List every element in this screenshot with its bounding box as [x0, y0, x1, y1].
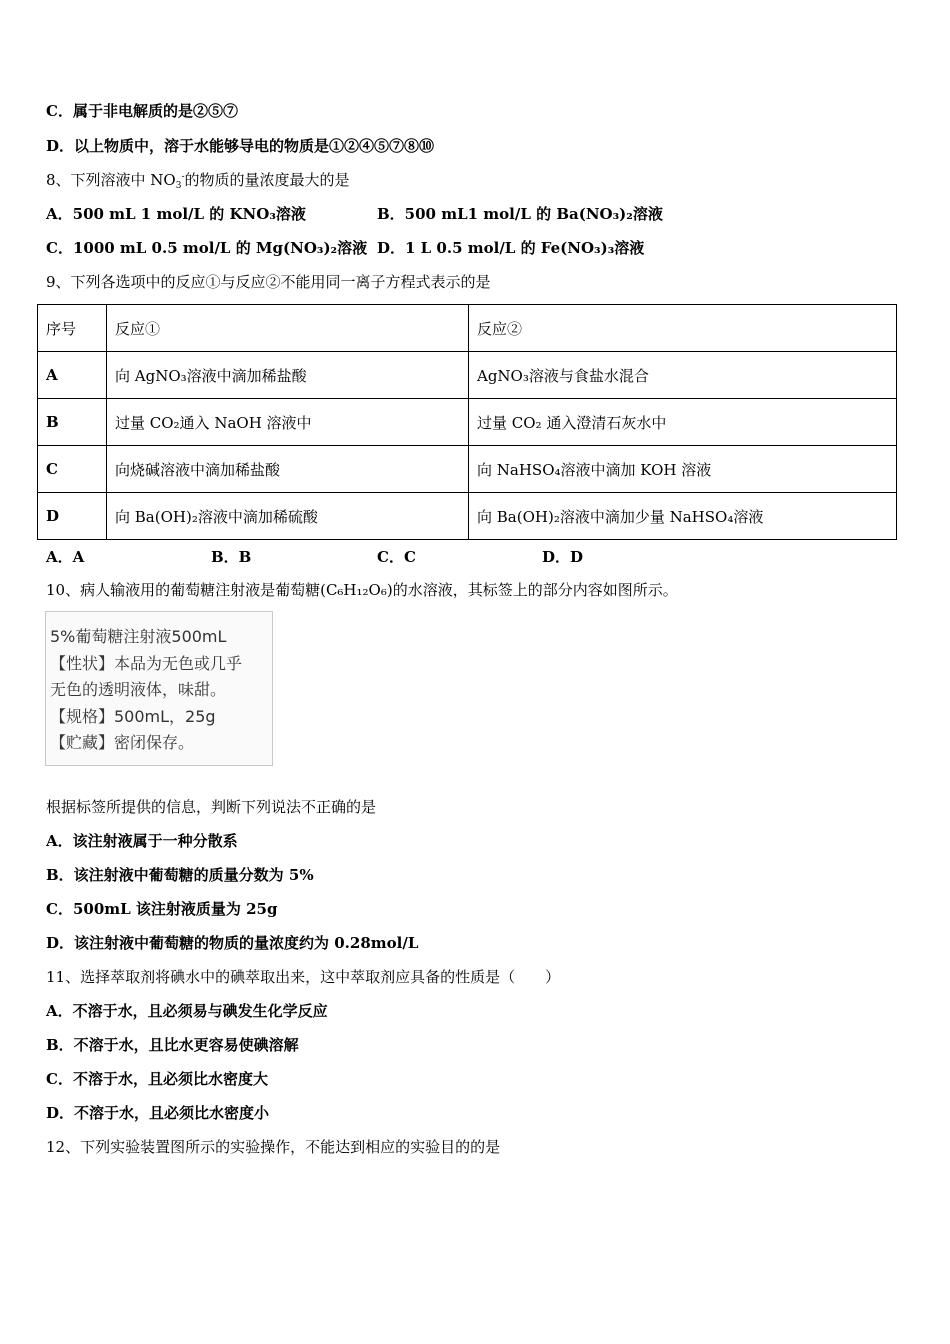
label-line: 【性状】本品为无色或几乎	[50, 653, 243, 673]
label-line: 5%葡萄糖注射液500mL	[50, 627, 227, 646]
q7-option-c: C．属于非电解质的是②⑤⑦	[46, 102, 238, 120]
q11-option-d: D．不溶于水，且必须比水密度小	[46, 1104, 270, 1122]
q8-superscript: -	[181, 172, 185, 182]
reaction2-cell: AgNO₃溶液与食盐水混合	[469, 352, 897, 399]
q9-answer-d: D．D	[542, 548, 584, 566]
q8-option-c: C．1000 mL 0.5 mol/L 的 Mg(NO₃)₂溶液	[46, 239, 368, 257]
q11-option-a: A．不溶于水，且必须易与碘发生化学反应	[46, 1002, 328, 1020]
q10-option-c: C．500mL 该注射液质量为 25g	[46, 900, 278, 918]
q9-answer-a: A．A	[46, 548, 85, 566]
table-header-row	[38, 305, 897, 352]
reaction1-cell: 向 AgNO₃溶液中滴加稀盐酸	[107, 352, 469, 399]
glucose-label-image	[45, 611, 273, 766]
reaction1-cell: 向 Ba(OH)₂溶液中滴加稀硫酸	[107, 493, 469, 540]
reaction2-cell: 过量 CO₂ 通入澄清石灰水中	[469, 399, 897, 446]
reaction2-cell: 向 Ba(OH)₂溶液中滴加少量 NaHSO₄溶液	[469, 493, 897, 540]
q8-option-d: D．1 L 0.5 mol/L 的 Fe(NO₃)₃溶液	[377, 239, 645, 257]
q8-option-b: B．500 mL1 mol/L 的 Ba(NO₃)₂溶液	[377, 205, 663, 223]
q9-table	[37, 304, 897, 540]
reaction1-cell: 过量 CO₂通入 NaOH 溶液中	[107, 399, 469, 446]
q9-answer-c: C．C	[377, 548, 416, 566]
q9-stem: 9、下列各选项中的反应①与反应②不能用同一离子方程式表示的是	[46, 273, 491, 291]
label-line: 无色的透明液体，味甜。	[50, 680, 227, 699]
header-cell-index: 序号	[38, 305, 107, 352]
row-label: B	[38, 399, 107, 446]
q8-stem-tail: 的物质的量浓度最大的是	[184, 171, 350, 189]
reaction2-cell: 向 NaHSO₄溶液中滴加 KOH 溶液	[469, 446, 897, 493]
q10-option-d: D．该注射液中葡萄糖的物质的量浓度约为 0.28mol/L	[46, 934, 419, 952]
table-row	[38, 446, 897, 493]
reaction1-cell: 向烧碱溶液中滴加稀盐酸	[107, 446, 469, 493]
header-cell-reaction2: 反应②	[469, 305, 897, 352]
q10-option-a: A．该注射液属于一种分散系	[46, 832, 238, 850]
q9-answer-b: B．B	[211, 548, 252, 566]
q11-option-b: B．不溶于水，且比水更容易使碘溶解	[46, 1036, 299, 1054]
q11-stem: 11、选择萃取剂将碘水中的碘萃取出来，这中萃取剂应具备的性质是（ ）	[46, 968, 561, 986]
q8-stem	[46, 170, 350, 190]
q12-stem: 12、下列实验装置图所示的实验操作，不能达到相应的实验目的的是	[46, 1138, 501, 1156]
q11-option-c: C．不溶于水，且必须比水密度大	[46, 1070, 268, 1088]
table-row	[38, 352, 897, 399]
q10-stem: 10、病人输液用的葡萄糖注射液是葡萄糖(C₆H₁₂O₆)的水溶液，其标签上的部分内容如图所示。	[46, 581, 678, 599]
q10-option-b: B．该注射液中葡萄糖的质量分数为 5%	[46, 866, 314, 884]
label-line: 【贮藏】密闭保存。	[50, 733, 195, 752]
label-line: 【规格】500mL，25g	[50, 706, 216, 726]
table-row	[38, 399, 897, 446]
q7-option-d: D．以上物质中，溶于水能够导电的物质是①②④⑤⑦⑧⑩	[46, 137, 435, 155]
header-cell-reaction1: 反应①	[107, 305, 469, 352]
q8-stem-text: 8、下列溶液中 NO	[46, 171, 176, 189]
table-row	[38, 493, 897, 540]
row-label: D	[38, 493, 107, 540]
row-label: C	[38, 446, 107, 493]
row-label: A	[38, 352, 107, 399]
q8-option-a: A．500 mL 1 mol/L 的 KNO₃溶液	[46, 205, 306, 223]
q10-intro: 根据标签所提供的信息，判断下列说法不正确的是	[46, 798, 377, 816]
q8-subscript: 3	[175, 181, 182, 191]
